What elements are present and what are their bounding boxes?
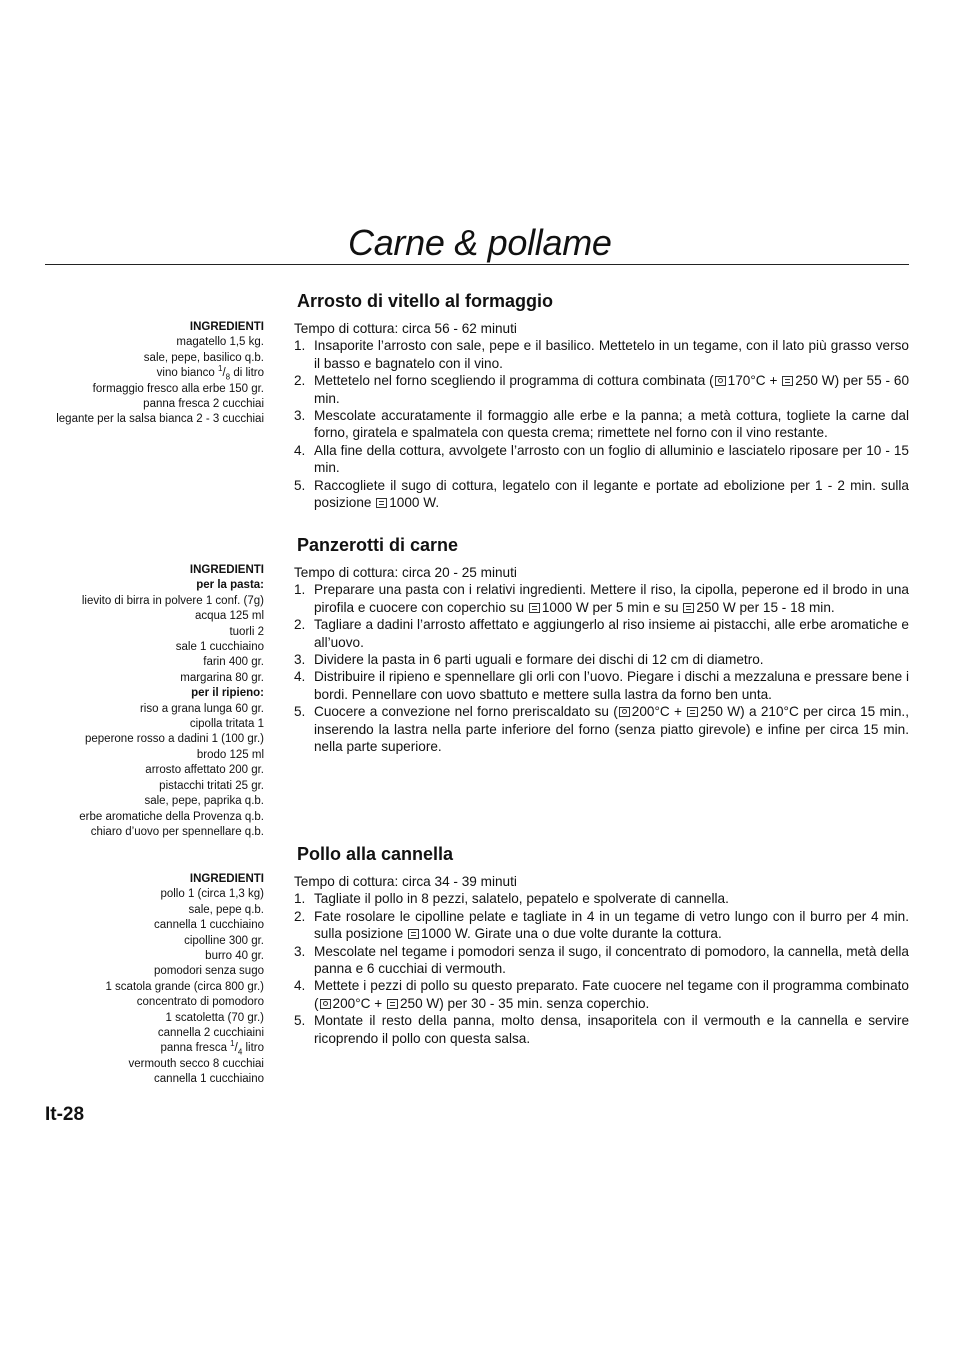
microwave-icon [376, 498, 387, 508]
ingredient: brodo 125 ml [196, 748, 264, 761]
microwave-icon [683, 603, 694, 613]
ingredient: cipolla tritata 1 [189, 718, 264, 731]
ingredient: concentrato di pomodoro [136, 996, 264, 1009]
step: 2. Mettetelo nel forno scegliendo il programma di cottura combinata ( 170°C + 250 W) per 55 - 60 min. [294, 373, 909, 406]
ingredient: sale, pepe q.b. [188, 903, 264, 916]
ingredient: farin 400 gr. [203, 656, 264, 669]
ingredient: sale, pepe, basilico q.b. [143, 351, 264, 364]
recipe-body [294, 873, 909, 1047]
title-divider [45, 264, 909, 265]
microwave-icon [687, 707, 698, 717]
ingredient: cannella 2 cucchiaini [157, 1027, 264, 1040]
step: 3. Mescolate accuratamente il formaggio alle erbe e la panna; a metà cottura, togliete la carne dal forno, giratela e spalmatela con questa crema; rimettete nel forno con il vino restante. [294, 408, 909, 441]
ingredient: pollo 1 (circa 1,3 kg) [160, 888, 264, 901]
ingredient: cipolline 300 gr. [184, 934, 264, 947]
step: 4. Alla fine della cottura, avvolgete l’arrosto con un foglio di alluminio e lasciatelo riposare per 10 - 15 min. [294, 442, 909, 476]
ingredient: lievito di birra in polvere 1 conf. (7g) [81, 594, 264, 607]
ingredients-list [24, 320, 264, 428]
ingredient: sale 1 cucchiaino [175, 641, 264, 654]
step: 3. Dividere la pasta in 6 parti uguali e formare dei dischi di 12 cm di diametro. [294, 652, 764, 668]
microwave-icon [408, 929, 419, 939]
step: 4. Mettete i pezzi di pollo su questo preparato. Fate cuocere nel tegame con il programma combinato ( 200°C + 250 W) per 30 - 35 min. senza coperchio. [294, 978, 909, 1011]
step: 5. Montate il resto della panna, molto densa, insaporitela con il vermouth e la cannella e servire ricoprendo il pollo con questa salsa. [294, 1013, 909, 1046]
ingredient: legante per la salsa bianca 2 - 3 cucchiai [56, 413, 264, 426]
ingredient-panna: panna fresca $^1/_4$ litro [160, 1039, 264, 1057]
step: 2. Fate rosolare le cipolline pelate e tagliate in 4 in un tegame di vetro lungo con il burro per 4 min. sulla posizione 1000 W. Girate una o due volte durante la cottura. [294, 908, 909, 942]
step: 2. Tagliare a dadini l’arrosto affettato e aggiungerlo al riso insieme ai pistacchi, alle erbe aromatiche e all’uovo. [294, 617, 909, 650]
ingredient: peperone rosso a dadini 1 (100 gr.) [84, 733, 264, 746]
convection-icon [320, 999, 331, 1009]
ingredient: arrosto affettato 200 gr. [145, 764, 264, 777]
ingredient: tuorli 2 [229, 625, 264, 638]
ingredients-list [24, 563, 264, 840]
microwave-icon [782, 376, 793, 386]
step: 1. Insaporite l’arrosto con sale, pepe e il basilico. Mettetelo in un tegame, con il lato più grasso verso il basso e bagnatelo con il vino. [294, 338, 909, 371]
ingredient: 1 scatoletta (70 gr.) [165, 1011, 264, 1024]
recipe-title: Arrosto di vitello al formaggio [297, 291, 554, 311]
ingredient: vermouth secco 8 cucchiai [128, 1057, 264, 1070]
ingredient: sale, pepe, paprika q.b. [144, 795, 264, 808]
microwave-icon [529, 603, 540, 613]
step: 3. Mescolate nel tegame i pomodori senza il sugo, il concentrato di pomodoro, la cannella, metà della panna e 6 cucchiai di vermouth. [294, 943, 909, 977]
ingredients-heading: INGREDIENTI [189, 321, 264, 333]
ingredients-heading: INGREDIENTI [189, 564, 264, 576]
step: 5. Cuocere a convezione nel forno preriscaldato su ( 200°C + 250 W) a 210°C per circa 15 min., inserendo la lastra nella parte inferiore del forno (senza piatto girevole) e infine per circa 15 min. nella parte superiore. [294, 704, 909, 755]
ingredients-list [24, 872, 264, 1088]
ingredient: pomodori senza sugo [154, 965, 264, 978]
pasta-heading: per la pasta: [196, 579, 264, 592]
step: 1. Preparare una pasta con i relativi ingredienti. Mettere il riso, la cipolla, peperone ed il brodo in una pirofila e cuocere con coperchio su 1000 W per 5 min e su 250 W per 15 - 18 min. [294, 582, 909, 615]
ingredient: margarina 80 gr. [180, 671, 264, 684]
ingredient-vino: vino bianco $^1/_8$ di litro [156, 364, 264, 382]
ingredient: erbe aromatiche della Provenza q.b. [79, 810, 264, 823]
ingredient: pistacchi tritati 25 gr. [159, 779, 264, 792]
cook-time: Tempo di cottura: circa 34 - 39 minuti [294, 874, 517, 889]
convection-icon [619, 707, 630, 717]
ingredient: cannella 1 cucchiaino [154, 1073, 264, 1086]
ingredient: burro 40 gr. [205, 950, 264, 963]
ingredient: acqua 125 ml [194, 610, 264, 623]
ingredients-heading: INGREDIENTI [189, 873, 264, 885]
ingredient: cannella 1 cucchiaino [154, 919, 264, 932]
step: 5. Raccogliete il sugo di cottura, legatelo con il legante e portate ad ebolizione per 1 - 2 min. sulla posizione 1000 W. [294, 477, 909, 511]
filling-heading: per il ripieno: [191, 687, 264, 700]
recipe-title: Pollo alla cannella [297, 844, 454, 864]
cook-time: Tempo di cottura: circa 56 - 62 minuti [294, 321, 517, 336]
cook-time: Tempo di cottura: circa 20 - 25 minuti [294, 565, 517, 580]
steps-list [294, 337, 909, 511]
ingredient: panna fresca 2 cucchiai [143, 398, 264, 411]
step: 1. Tagliate il pollo in 8 pezzi, salatelo, pepatelo e spolverate di cannella. [294, 891, 729, 907]
microwave-icon [387, 999, 398, 1009]
steps-list [294, 890, 909, 1047]
ingredient: 1 scatola grande (circa 800 gr.) [105, 980, 264, 993]
ingredient: chiaro d’uovo per spennellare q.b. [90, 825, 264, 838]
page-number: It-28 [45, 1104, 85, 1125]
recipe-body [294, 320, 909, 511]
ingredient: magatello 1,5 kg. [176, 336, 264, 349]
ingredient: formaggio fresco alla erbe 150 gr. [92, 382, 264, 395]
recipe-title: Panzerotti di carne [297, 535, 459, 555]
steps-list [294, 581, 909, 755]
recipe-body [294, 564, 909, 755]
ingredient: riso a grana lunga 60 gr. [139, 702, 264, 715]
page-title: Carne & pollame [348, 222, 612, 263]
convection-icon [715, 376, 726, 386]
step: 4. Distribuire il ripieno e spennellare gli orli con l’uovo. Piegare i dischi a mezzaluna e pressare bene i bordi. Pennellare con uovo sbattuto e mettere sulla lastra da forno ben unta. [294, 669, 909, 702]
